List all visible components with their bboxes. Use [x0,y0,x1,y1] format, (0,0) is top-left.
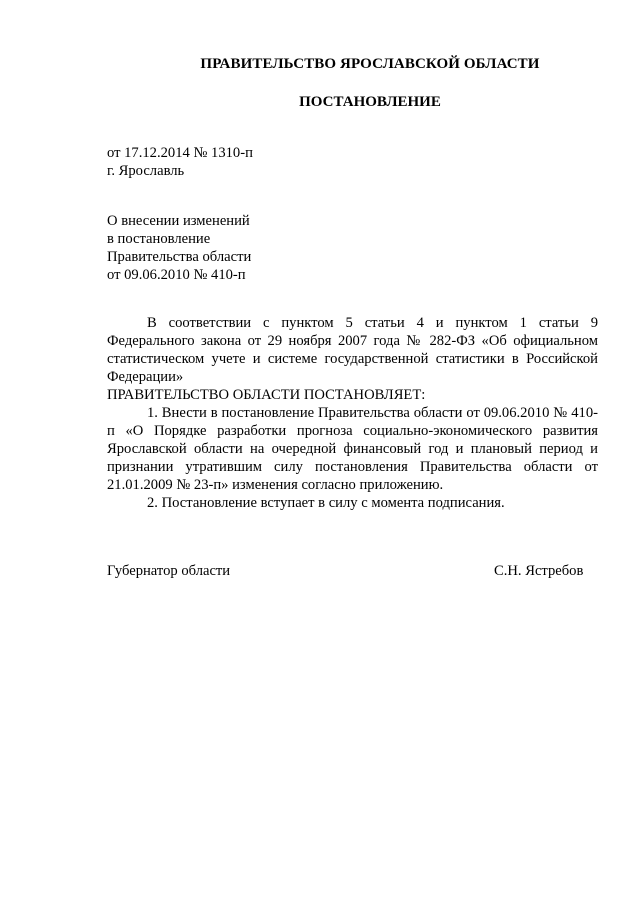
subject-line: в постановление [107,231,211,247]
signatory-role: Губернатор области [107,563,231,579]
date-number: от 17.12.2014 № 1310-п [107,145,253,161]
subject-line: от 09.06.2010 № 410-п [107,267,246,283]
preamble-paragraph: В соответствии с пунктом 5 статьи 4 и пунктом 1 статьи 9 Федерального закона от 29 ноября 2007 года № 282-ФЗ «Об официальном статистическом учете и системе государственной статистики в Российской Федерации» [107,315,598,385]
authority-heading: ПРАВИТЕЛЬСТВО ЯРОСЛАВСКОЙ ОБЛАСТИ [200,56,540,72]
signatory-name: С.Н. Ястребов [494,563,584,579]
city: г. Ярославль [107,163,185,179]
document-meta [107,144,253,180]
resolves-line: ПРАВИТЕЛЬСТВО ОБЛАСТИ ПОСТАНОВЛЯЕТ: [107,387,426,403]
item-2-paragraph: 2. Постановление вступает в силу с момента подписания. [147,495,505,511]
document-body [107,314,598,512]
document-subject [107,212,251,284]
item-1-paragraph: 1. Внести в постановление Правительства области от 09.06.2010 № 410-п «О Порядке разработки прогноза социально-экономического развития Ярославской области на очередной финансовый год и плановый период и признании утратившим силу постановления Правительства области от 21.01.2009 № 23-п» изменения согласно приложению. [107,405,598,493]
subject-line: О внесении изменений [107,213,250,229]
subject-line: Правительства области [107,249,252,265]
document-type-heading: ПОСТАНОВЛЕНИЕ [299,94,441,110]
